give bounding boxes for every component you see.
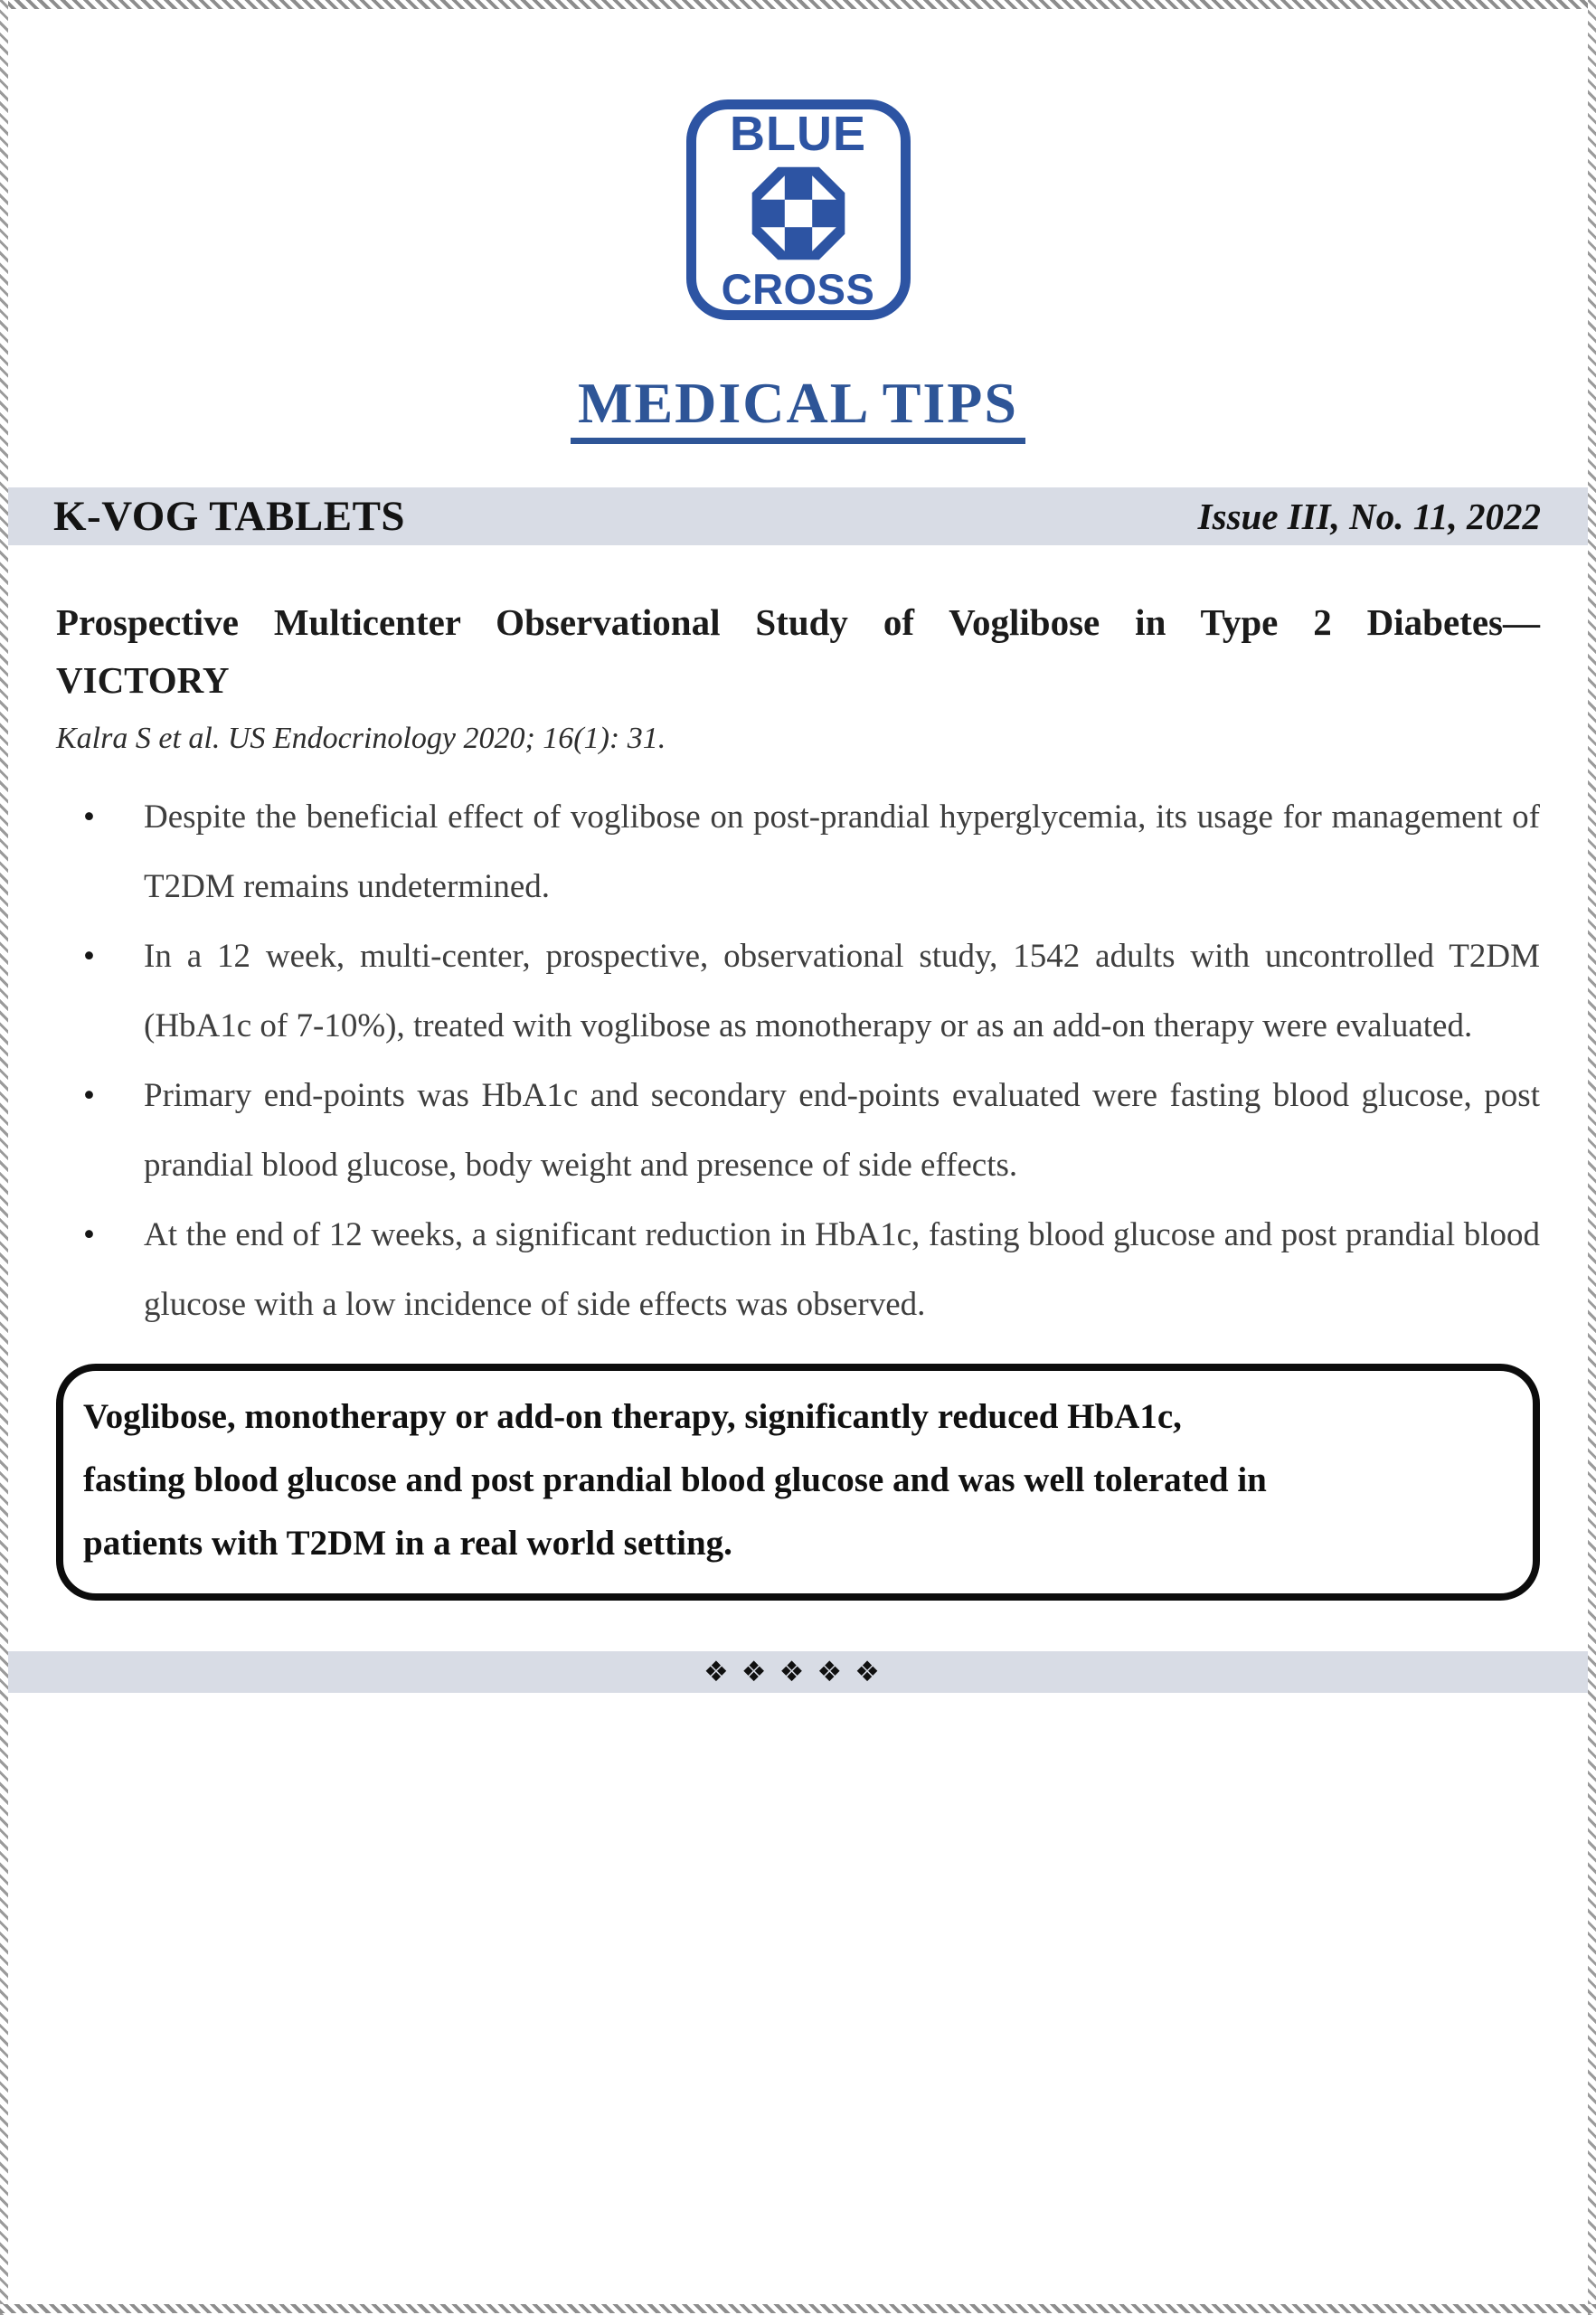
masthead-title: MEDICAL TIPS bbox=[571, 374, 1025, 444]
bullet-text: At the end of 12 weeks, a significant reduction in HbA1c, fasting blood glucose and post prandial blood glucose with a low incidence of side effects was observed. bbox=[144, 1215, 1540, 1323]
summary-line: Voglibose, monotherapy or add-on therapy, significantly reduced HbA1c, bbox=[83, 1396, 1182, 1436]
page bbox=[8, 9, 1588, 2304]
hatched-border-left bbox=[0, 0, 8, 2315]
diamond-ornament-icon: ❖❖❖❖❖ bbox=[704, 1656, 892, 1689]
logo-word-blue: BLUE bbox=[730, 107, 866, 161]
summary-box bbox=[56, 1364, 1540, 1602]
summary-line: fasting blood glucose and post prandial blood glucose and was well tolerated in bbox=[83, 1460, 1267, 1499]
bullet-text: Despite the beneficial effect of voglibose on post-prandial hyperglycemia, its usage for management of T2DM remains undetermined. bbox=[144, 798, 1540, 906]
footer-ornament-bar bbox=[8, 1651, 1588, 1693]
blue-cross-logo bbox=[686, 99, 911, 320]
bullet-item bbox=[56, 922, 1540, 1062]
hatched-border-bottom bbox=[0, 2304, 1596, 2313]
bullet-marker-icon: • bbox=[83, 798, 95, 836]
blue-cross-emblem-icon bbox=[746, 162, 851, 265]
bullet-item bbox=[56, 783, 1540, 922]
bullet-marker-icon: • bbox=[83, 1215, 95, 1253]
citation: Kalra S et al. US Endocrinology 2020; 16(1): 31. bbox=[56, 722, 666, 756]
bullet-text: In a 12 week, multi-center, prospective, observational study, 1542 adults with uncontrolled T2DM (HbA1c of 7-10%), treated with voglibose as monotherapy or as an add-on therapy were evaluated. bbox=[144, 938, 1540, 1044]
logo-word-cross: CROSS bbox=[721, 265, 875, 313]
heading-line-2: VICTORY bbox=[56, 658, 230, 701]
article-heading bbox=[56, 594, 1540, 709]
bullet-text: Primary end-points was HbA1c and secondary end-points evaluated were fasting blood glucose, post prandial blood glucose, body weight and presence of side effects. bbox=[144, 1076, 1540, 1184]
product-name: K-VOG TABLETS bbox=[53, 493, 406, 540]
bullet-marker-icon: • bbox=[83, 1076, 95, 1114]
masthead bbox=[8, 371, 1588, 444]
bullet-marker-icon: • bbox=[83, 938, 95, 975]
bullet-item bbox=[56, 1062, 1540, 1201]
issue-info: Issue III, No. 11, 2022 bbox=[1197, 496, 1541, 537]
issue-bar bbox=[8, 487, 1588, 545]
heading-line-1: Prospective Multicenter Observational Study of Voglibose in Type 2 Diabetes— bbox=[56, 601, 1540, 643]
hatched-border-top bbox=[0, 0, 1596, 9]
summary-line: patients with T2DM in a real world setting. bbox=[83, 1524, 732, 1564]
hatched-border-right bbox=[1588, 0, 1596, 2315]
article-content bbox=[56, 594, 1540, 1601]
bullet-item bbox=[56, 1201, 1540, 1340]
bullet-list bbox=[56, 783, 1540, 1340]
